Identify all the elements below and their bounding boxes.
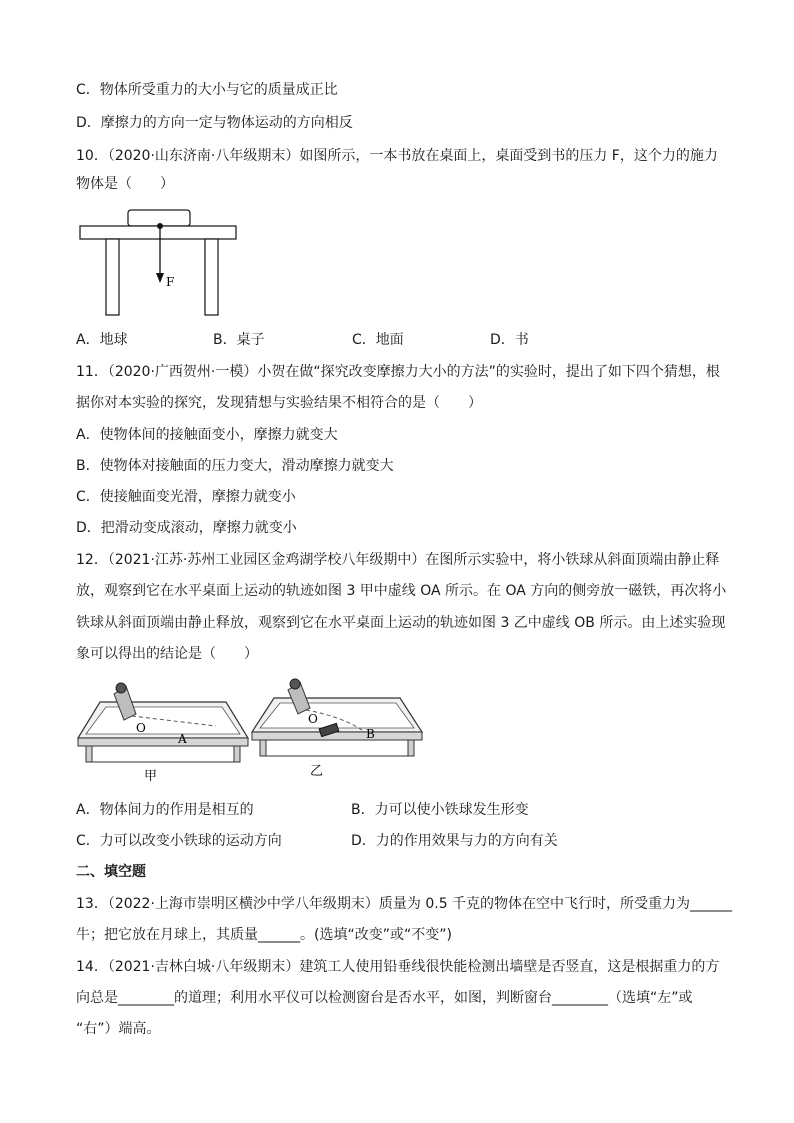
leg-fr: [234, 746, 240, 762]
label-a: A: [178, 732, 187, 746]
label-o: O: [136, 721, 146, 735]
iron-ball: [290, 679, 300, 689]
q13-stem-line1: 13．（2022·上海市崇明区横沙中学八年级期末）质量为 0.5 千克的物体在空中飞行时，所受重力为______: [76, 896, 733, 912]
q14-stem-line2: 向总是________的道理；利用水平仪可以检测窗台是否水平，如图，判断窗台________（选填“左”或: [76, 990, 693, 1006]
q11-option-a: A．使物体间的接触面变小，摩擦力就变大: [76, 427, 338, 443]
q10-table-figure: [76, 205, 246, 320]
force-label: F: [166, 275, 175, 289]
leg-fl: [260, 740, 266, 756]
q12-stem-line3: 铁球从斜面顶端由静止释放，观察到它在水平桌面上运动的轨迹如图 3 乙中虚线 OB 所示。由上述实验现: [76, 615, 726, 631]
q9-option-d: D．摩擦力的方向一定与物体运动的方向相反: [76, 115, 353, 131]
q10-option-b: B．桌子: [213, 332, 265, 348]
label-o: O: [308, 712, 318, 726]
q14-stem-line3: “右”）端高。: [76, 1021, 161, 1037]
q11-stem-line2: 据你对本实验的探究，发现猜想与实验结果不相符合的是（ ）: [76, 395, 482, 411]
q11-option-d: D．把滑动变成滚动，摩擦力就变小: [76, 520, 297, 536]
q12-figure-yi: [250, 676, 425, 791]
q14-stem-line1: 14．（2021·吉林白城·八年级期末）建筑工人使用铅垂线很快能检测出墙壁是否竖直，这是根据重力的方: [76, 959, 720, 975]
q12-stem-line1: 12．（2021·江苏·苏州工业园区金鸡湖学校八年级期中）在图所示实验中，将小铁球从斜面顶端由静止释: [76, 552, 720, 568]
q10-option-d: D．书: [490, 332, 529, 348]
q9-option-c: C．物体所受重力的大小与它的质量成正比: [76, 82, 338, 98]
q10-stem-line2: 物体是（ ）: [76, 176, 174, 192]
section-title-fill-in: 二、填空题: [76, 864, 146, 880]
q12-option-b: B．力可以使小铁球发生形变: [351, 802, 529, 818]
q11-option-c: C．使接触面变光滑，摩擦力就变小: [76, 489, 296, 505]
board-front: [252, 732, 422, 740]
q10-stem-line1: 10．（2020·山东济南·八年级期末）如图所示，一本书放在桌面上，桌面受到书的压力 F，这个力的施力: [76, 148, 718, 164]
leg-fr: [408, 740, 414, 756]
force-arrowhead: [156, 273, 164, 283]
q12-stem-line4: 象可以得出的结论是（ ）: [76, 646, 258, 662]
board-inner: [86, 707, 240, 734]
iron-ball: [116, 683, 126, 693]
q12-figure-jia: [76, 676, 251, 791]
label-b: B: [366, 727, 375, 741]
board-front: [78, 738, 248, 746]
leg-fl: [86, 746, 92, 762]
q13-stem-line2: 牛；把它放在月球上，其质量______。(选填“改变”或“不变”): [76, 927, 452, 943]
q11-stem-line1: 11．（2020·广西贺州·一模）小贺在做“探究改变摩擦力大小的方法”的实验时，提出了如下四个猜想，根: [76, 364, 720, 380]
q10-option-a: A．地球: [76, 332, 128, 348]
q12-option-a: A．物体间力的作用是相互的: [76, 802, 254, 818]
table-leg-left: [106, 239, 119, 315]
q12-option-c: C．力可以改变小铁球的运动方向: [76, 833, 282, 849]
q12-stem-line2: 放，观察到它在水平桌面上运动的轨迹如图 3 甲中虚线 OA 所示。在 OA 方向的侧旁放一磁铁，再次将小: [76, 583, 727, 599]
q11-option-b: B．使物体对接触面的压力变大，滑动摩擦力就变大: [76, 458, 394, 474]
q12-option-d: D．力的作用效果与力的方向有关: [351, 833, 558, 849]
caption-jia: 甲: [144, 769, 158, 784]
caption-yi: 乙: [310, 764, 324, 779]
q10-option-c: C．地面: [352, 332, 404, 348]
table-leg-right: [205, 239, 218, 315]
